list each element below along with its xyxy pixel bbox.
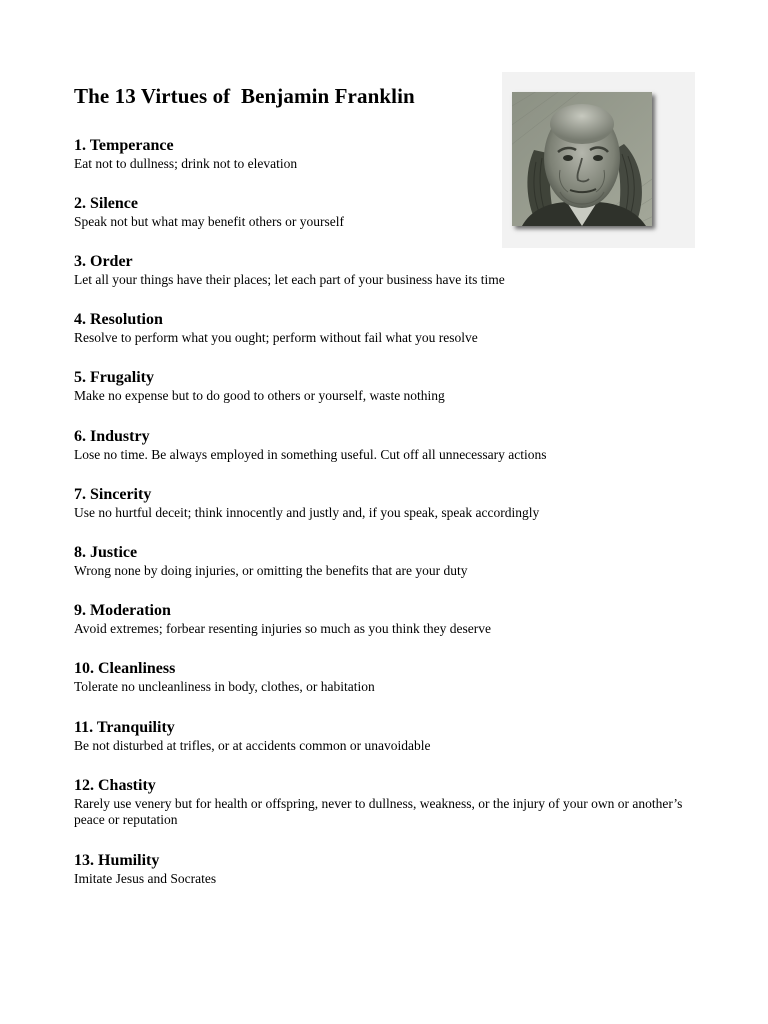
virtue-name: 2. Silence: [74, 195, 138, 212]
virtue-description: Resolve to perform what you ought; perform without fail what you resolve: [74, 330, 478, 345]
virtue-item: [74, 428, 704, 463]
virtue-name: 3. Order: [74, 253, 133, 270]
virtue-name: 11. Tranquility: [74, 719, 175, 736]
virtue-name: 9. Moderation: [74, 602, 171, 619]
virtue-description: Let all your things have their places; let each part of your business have its time: [74, 272, 505, 287]
virtue-item: [74, 719, 704, 754]
virtue-item: [74, 777, 704, 828]
virtue-description: Avoid extremes; forbear resenting injuries so much as you think they deserve: [74, 621, 492, 636]
virtue-name: 10. Cleanliness: [74, 660, 176, 677]
document-title: The 13 Virtues of Benjamin Franklin: [74, 84, 415, 108]
virtue-item: [74, 602, 704, 637]
virtue-item: [74, 253, 704, 288]
virtue-description: Be not disturbed at trifles, or at accidents common or unavoidable: [74, 738, 431, 753]
virtue-description: Wrong none by doing injuries, or omitting the benefits that are your duty: [74, 563, 468, 578]
virtue-item: [74, 369, 704, 404]
virtue-description: Tolerate no uncleanliness in body, clothes, or habitation: [74, 679, 375, 694]
virtue-name: 5. Frugality: [74, 369, 154, 386]
virtue-description: Speak not but what may benefit others or yourself: [74, 214, 344, 229]
virtue-item: [74, 660, 704, 695]
virtue-description: Make no expense but to do good to others or yourself, waste nothing: [74, 388, 445, 403]
virtue-name: 1. Temperance: [74, 137, 174, 154]
virtue-description: Eat not to dullness; drink not to elevation: [74, 156, 298, 171]
virtue-description: Use no hurtful deceit; think innocently and justly and, if you speak, speak accordingly: [74, 505, 540, 520]
virtue-item: [74, 137, 704, 172]
virtue-description: Rarely use venery but for health or offspring, never to dullness, weakness, or the injury of your own or another’s peace or reputation: [74, 796, 683, 827]
virtue-name: 12. Chastity: [74, 777, 156, 794]
virtue-item: [74, 486, 704, 521]
virtue-name: 7. Sincerity: [74, 486, 152, 503]
virtue-item: [74, 195, 704, 230]
virtue-name: 8. Justice: [74, 544, 138, 561]
virtue-name: 6. Industry: [74, 428, 150, 445]
virtue-item: [74, 544, 704, 579]
virtue-name: 13. Humility: [74, 852, 160, 869]
virtue-description: Lose no time. Be always employed in something useful. Cut off all unnecessary actions: [74, 447, 547, 462]
virtue-name: 4. Resolution: [74, 311, 163, 328]
virtue-item: [74, 852, 704, 887]
virtue-description: Imitate Jesus and Socrates: [74, 871, 217, 886]
virtue-item: [74, 311, 704, 346]
